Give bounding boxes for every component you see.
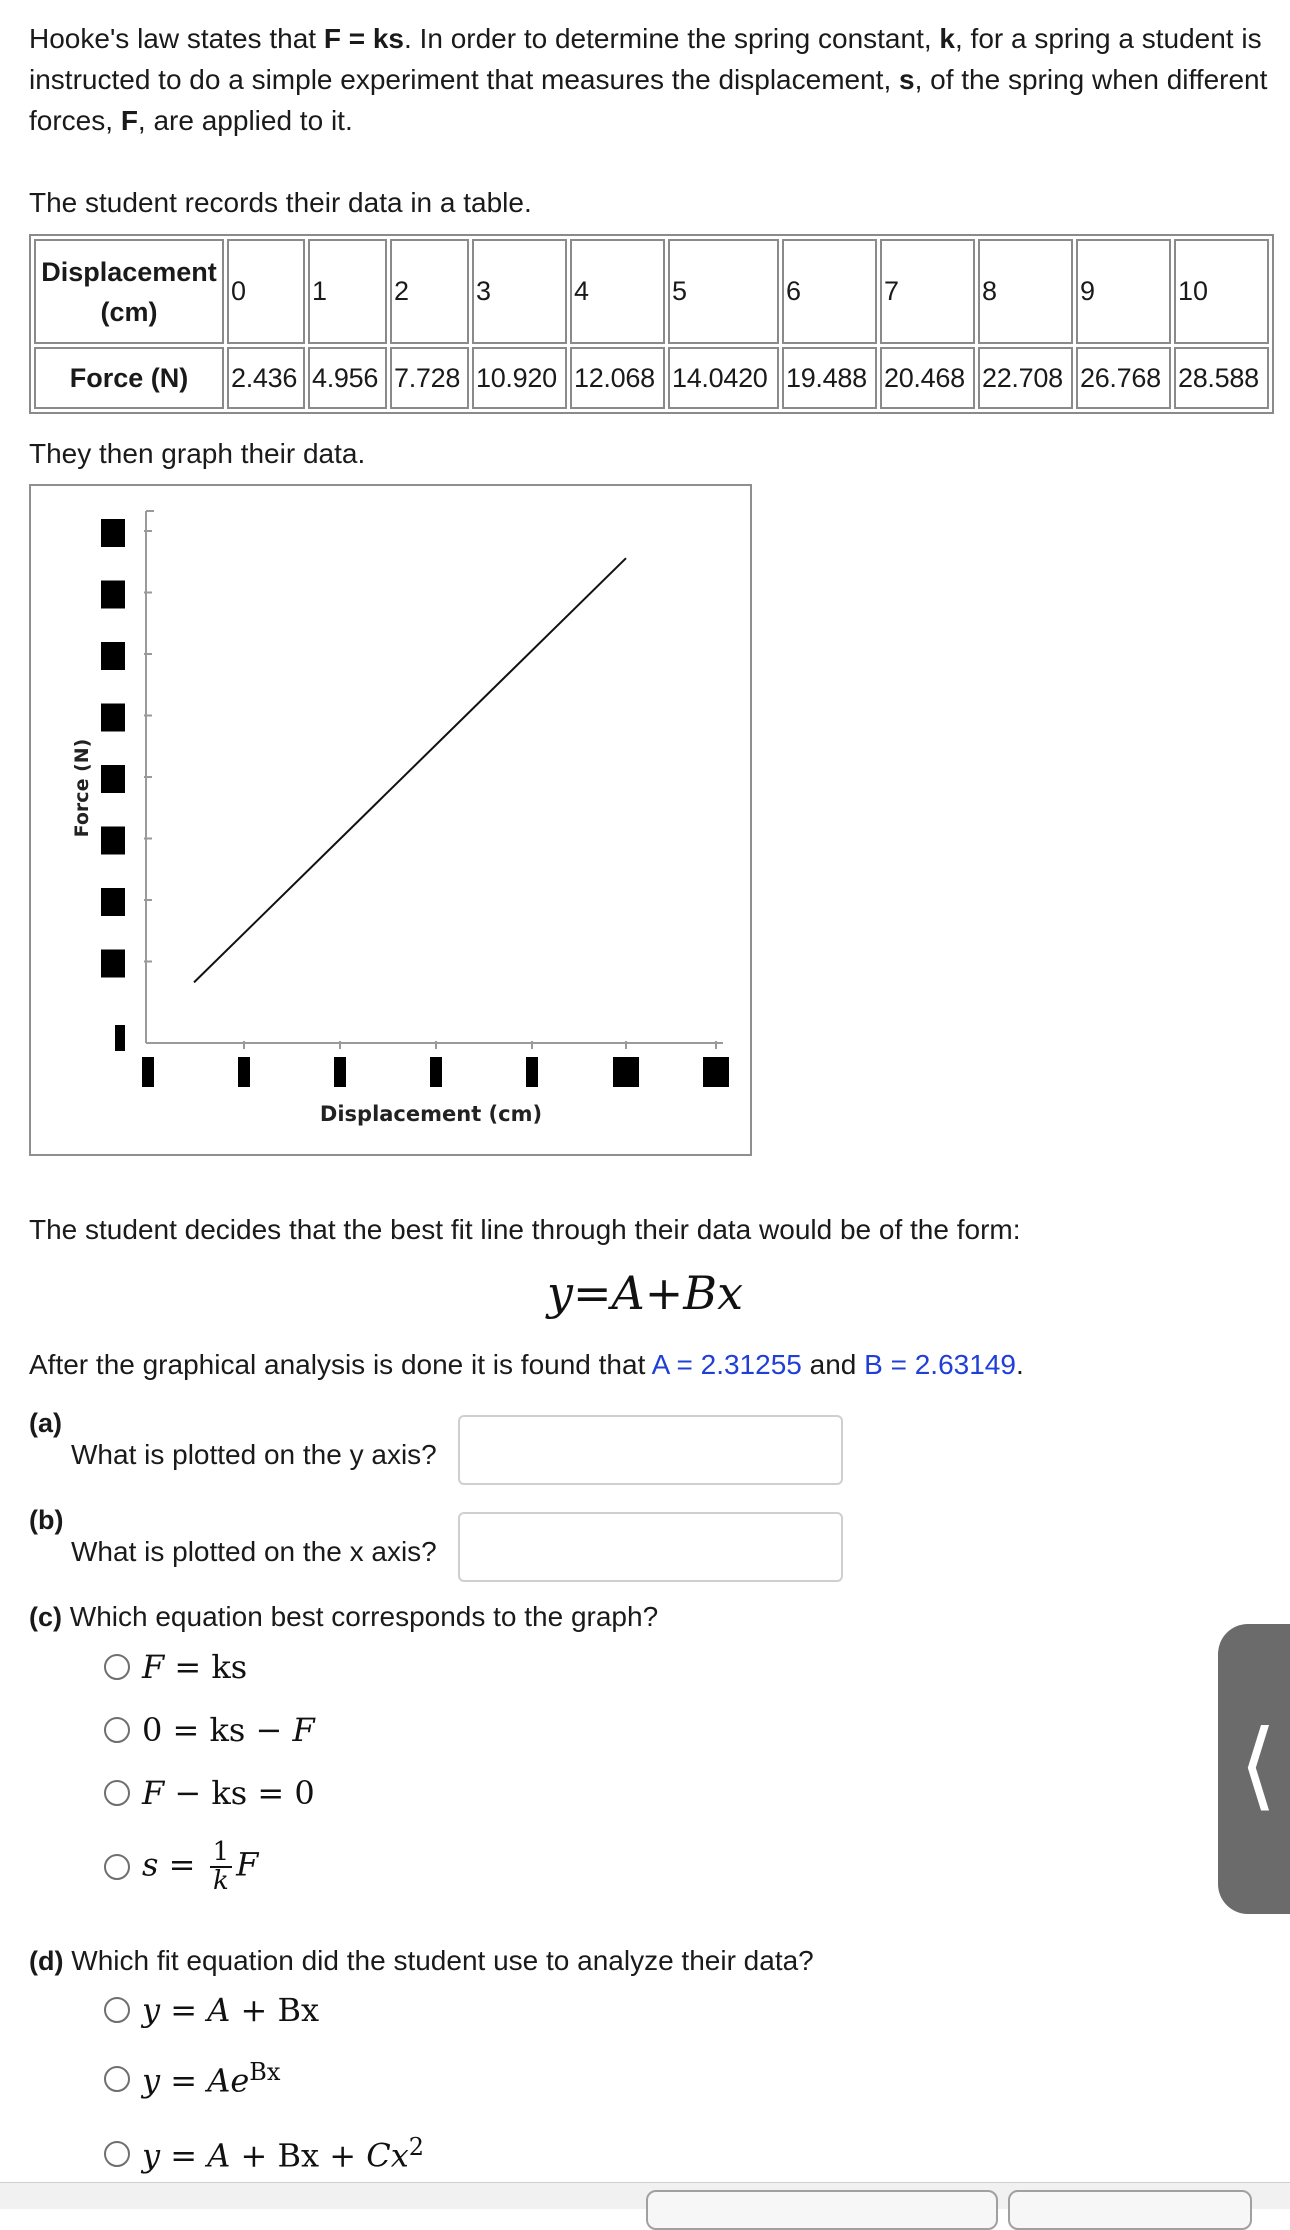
radio-button[interactable] bbox=[104, 1780, 130, 1806]
force-cell: 28.588 bbox=[1174, 347, 1269, 409]
chevron-left-icon: ⟨ bbox=[1239, 1709, 1277, 1821]
force-cell: 10.920 bbox=[472, 347, 567, 409]
option-c-4[interactable] bbox=[104, 1839, 258, 1895]
fit-equation: y=A+Bx bbox=[546, 1266, 744, 1320]
option-c-2[interactable] bbox=[104, 1711, 315, 1749]
graph-caption: They then graph their data. bbox=[29, 438, 366, 469]
option-d-1-equation: y = A + Bx bbox=[142, 1991, 320, 2029]
side-panel-toggle[interactable] bbox=[1218, 1624, 1290, 1914]
radio-button[interactable] bbox=[104, 1997, 130, 2023]
displacement-cell: 7 bbox=[880, 239, 975, 344]
question-d-label: (d) bbox=[29, 1946, 64, 1976]
x-tick-label-redacted bbox=[613, 1057, 639, 1087]
displacement-cell: 8 bbox=[978, 239, 1073, 344]
option-d-3[interactable] bbox=[104, 2133, 424, 2175]
y-tick-label-redacted bbox=[101, 765, 125, 793]
value-a: A = 2.31255 bbox=[651, 1349, 802, 1380]
displacement-cell: 6 bbox=[782, 239, 877, 344]
intro-text-5: , are applied to it. bbox=[137, 105, 353, 136]
bottom-button-1[interactable] bbox=[646, 2190, 998, 2230]
intro-text-1: Hooke's law states that bbox=[29, 23, 324, 54]
force-cell: 12.068 bbox=[570, 347, 665, 409]
question-c bbox=[29, 1596, 658, 1638]
y-tick-label-redacted bbox=[101, 827, 125, 855]
force-cell: 4.956 bbox=[308, 347, 387, 409]
option-d-2-equation: $y = Ae^{Bx}$ bbox=[142, 2058, 281, 2100]
option-d-1[interactable] bbox=[104, 1991, 319, 2029]
displacement-cell: 10 bbox=[1174, 239, 1269, 344]
series-line bbox=[194, 558, 626, 982]
y-tick-label-redacted bbox=[101, 888, 125, 916]
x-tick-label-redacted bbox=[703, 1057, 729, 1087]
radio-button[interactable] bbox=[104, 2141, 130, 2167]
option-c-4-equation: s = $\frac{1}{k}$ F bbox=[142, 1837, 259, 1896]
chart-container bbox=[29, 484, 752, 1156]
radio-button[interactable] bbox=[104, 2066, 130, 2092]
intro-text-3: , for a spring a student is instructed to do a simple experiment that measures the displacement, bbox=[29, 23, 1262, 95]
option-d-2[interactable] bbox=[104, 2058, 280, 2100]
option-c-3-equation: F − ks = 0 bbox=[142, 1774, 315, 1812]
radio-button[interactable] bbox=[104, 1654, 130, 1680]
y-tick-label-redacted bbox=[101, 642, 125, 670]
force-cell: 2.436 bbox=[227, 347, 305, 409]
x-tick-label-redacted bbox=[526, 1057, 538, 1087]
question-b-label: (b) bbox=[29, 1505, 64, 1535]
y-tick-label-redacted bbox=[101, 519, 125, 547]
fit-form-text: The student decides that the best fit line through their data would be of the form: bbox=[29, 1214, 1021, 1245]
y-tick-label-redacted bbox=[115, 1025, 125, 1051]
displacement-cell: 1 bbox=[308, 239, 387, 344]
intro-text-2: . In order to determine the spring constant, bbox=[404, 23, 940, 54]
data-table bbox=[29, 234, 1274, 414]
radio-button[interactable] bbox=[104, 1854, 130, 1880]
analysis-suffix: . bbox=[1015, 1349, 1024, 1380]
x-tick-label-redacted bbox=[430, 1057, 442, 1087]
intro-text-4: , of the spring when different forces, bbox=[29, 64, 1268, 136]
displacement-cell: 0 bbox=[227, 239, 305, 344]
intro-f: F bbox=[120, 105, 138, 136]
table-row-force bbox=[34, 347, 1269, 409]
force-cell: 20.468 bbox=[880, 347, 975, 409]
y-tick-label-redacted bbox=[101, 950, 125, 978]
force-cell: 7.728 bbox=[390, 347, 469, 409]
option-c-3[interactable] bbox=[104, 1774, 315, 1812]
intro-s: s bbox=[899, 64, 915, 95]
bottom-button-2[interactable] bbox=[1008, 2190, 1252, 2230]
displacement-cell: 3 bbox=[472, 239, 567, 344]
question-a-text: What is plotted on the y axis? bbox=[71, 1439, 437, 1470]
y-tick-label-redacted bbox=[101, 704, 125, 732]
question-c-text: Which equation best corresponds to the graph? bbox=[69, 1601, 659, 1632]
row-header-force: Force (N) bbox=[34, 347, 224, 409]
value-b: B = 2.63149 bbox=[864, 1349, 1016, 1380]
question-b-text: What is plotted on the x axis? bbox=[71, 1536, 437, 1567]
analysis-and: and bbox=[801, 1349, 865, 1380]
intro-paragraph bbox=[29, 18, 1279, 141]
question-a-label: (a) bbox=[29, 1408, 62, 1438]
intro-formula: F = ks bbox=[323, 23, 404, 54]
option-c-1[interactable] bbox=[104, 1648, 247, 1686]
question-c-label: (c) bbox=[29, 1602, 62, 1632]
y-axis-label: Force (N) bbox=[71, 738, 93, 838]
force-cell: 26.768 bbox=[1076, 347, 1171, 409]
force-cell: 19.488 bbox=[782, 347, 877, 409]
intro-k: k bbox=[939, 23, 955, 54]
question-d-text: Which fit equation did the student use to analyze their data? bbox=[71, 1945, 814, 1976]
displacement-cell: 9 bbox=[1076, 239, 1171, 344]
x-axis-label: Displacement (cm) bbox=[319, 1102, 543, 1126]
option-d-3-equation: $y = A + Bx + Cx^2$ bbox=[142, 2133, 425, 2175]
x-tick-label-redacted bbox=[238, 1057, 250, 1087]
y-tick-label-redacted bbox=[101, 581, 125, 609]
displacement-cell: 4 bbox=[570, 239, 665, 344]
records-text: The student records their data in a table. bbox=[29, 187, 532, 218]
force-cell: 14.0420 bbox=[668, 347, 779, 409]
displacement-cell: 2 bbox=[390, 239, 469, 344]
force-displacement-chart bbox=[31, 486, 750, 1154]
displacement-cell: 5 bbox=[668, 239, 779, 344]
x-tick-label-redacted bbox=[142, 1057, 154, 1087]
x-axis-answer-input[interactable] bbox=[458, 1512, 843, 1582]
question-d bbox=[29, 1940, 814, 1982]
analysis-prefix: After the graphical analysis is done it is found that bbox=[29, 1349, 652, 1380]
x-tick-label-redacted bbox=[334, 1057, 346, 1087]
analysis-text bbox=[29, 1344, 1024, 1385]
option-c-1-equation: F = ks bbox=[142, 1648, 248, 1686]
row-header-displacement: Displacement (cm) bbox=[34, 239, 224, 344]
force-cell: 22.708 bbox=[978, 347, 1073, 409]
y-axis-answer-input[interactable] bbox=[458, 1415, 843, 1485]
table-row-displacement bbox=[34, 239, 1269, 344]
radio-button[interactable] bbox=[104, 1717, 130, 1743]
option-c-2-equation: 0 = ks − F bbox=[142, 1711, 315, 1749]
